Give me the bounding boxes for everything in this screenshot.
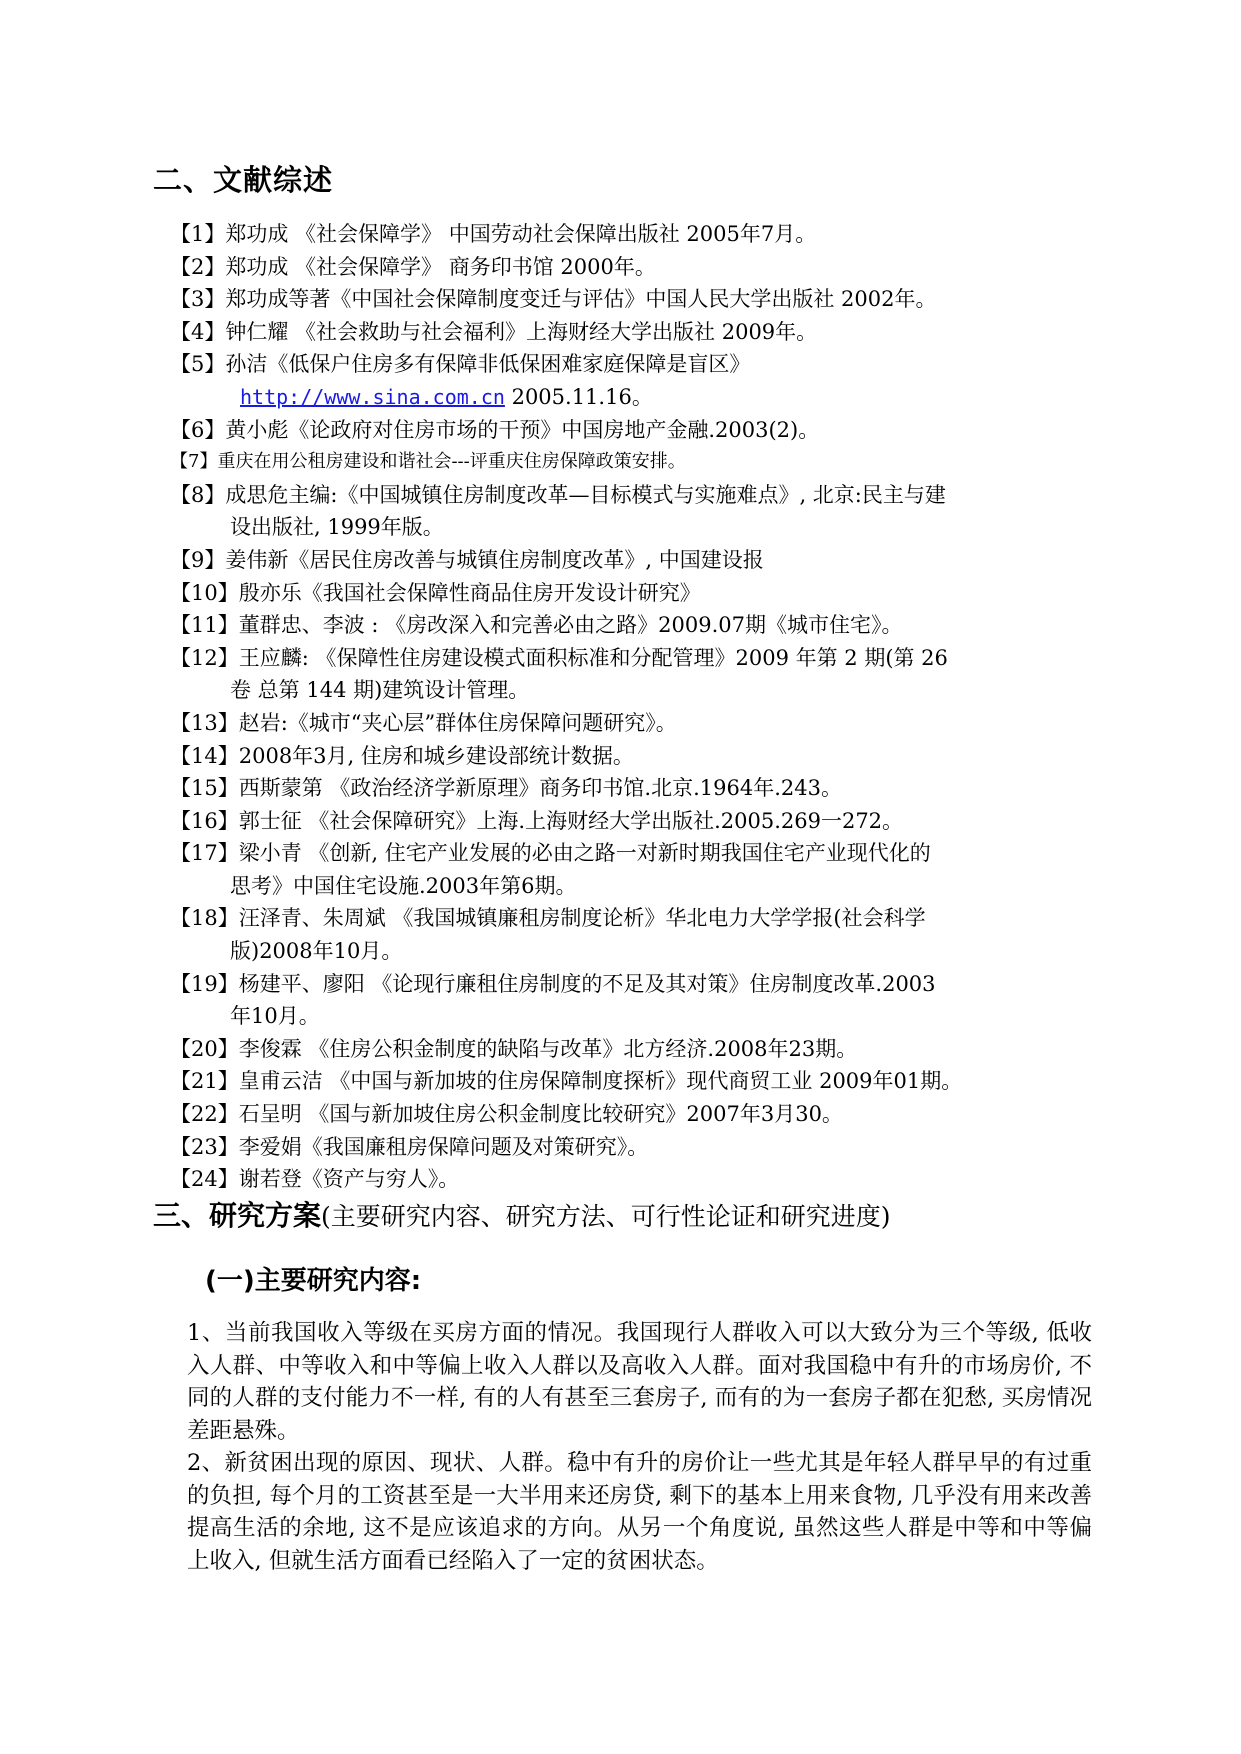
section-heading-note: (主要研究内容、研究方法、可行性论证和研究进度) [321, 1202, 891, 1231]
reference-list [170, 218, 1120, 1196]
reference-item: 【21】皇甫云洁 《中国与新加坡的住房保障制度探析》现代商贸工业 2009年01期。 [170, 1069, 963, 1094]
reference-item: 【11】董群忠、李波 : 《房改深入和完善必由之路》2009.07期《城市住宅》。 [170, 613, 903, 638]
research-content-body [187, 1317, 1092, 1577]
reference-item: 【15】西斯蒙第 《政治经济学新原理》商务印书馆.北京.1964年.243。 [170, 776, 842, 801]
reference-item: 【13】赵岩:《城市“夹心层”群体住房保障问题研究》。 [170, 710, 677, 735]
reference-item: 【3】郑功成等著《中国社会保障制度变迁与评估》中国人民大学出版社 2002年。 [170, 287, 937, 312]
reference-item: 【12】王应麟: 《保障性住房建设模式面积标准和分配管理》2009 年第 2 期(第 26 卷 总第 144 期)建筑设计管理。 [170, 645, 948, 703]
reference-item: 【22】石呈明 《国与新加坡住房公积金制度比较研究》2007年3月30。 [170, 1102, 843, 1127]
subsection-heading-main-content: (一)主要研究内容: [205, 1266, 422, 1296]
reference-item: 【19】杨建平、廖阳 《论现行廉租住房制度的不足及其对策》住房制度改革.2003 年10月。 [170, 971, 936, 1029]
reference-item: 【6】黄小彪《论政府对住房市场的干预》中国房地产金融.2003(2)。 [170, 417, 820, 442]
section-heading-research-plan: 三、研究方案(主要研究内容、研究方法、可行性论证和研究进度) [153, 1199, 891, 1232]
paragraph: 2、新贫困出现的原因、现状、人群。稳中有升的房价让一些尤其是年轻人群早早的有过重的负担, 每个月的工资甚至是一大半用来还房贷, 剩下的基本上用来食物, 几乎没有用来改善提高生活的余地, 这不是应该追求的方向。从另一个角度说, 虽然这些人群是中等和中等偏上收入, 但就生活方面看已经陷入了一定的贫困状态。 [187, 1450, 1092, 1574]
reference-item: 【2】郑功成 《社会保障学》 商务印书馆 2000年。 [170, 254, 656, 279]
reference-item: 【4】钟仁耀 《社会救助与社会福利》上海财经大学出版社 2009年。 [170, 319, 818, 344]
reference-item: 【9】姜伟新《居民住房改善与城镇住房制度改革》, 中国建设报 [170, 547, 764, 572]
reference-item: 【7】重庆在用公租房建设和谐社会---评重庆住房保障政策安排。 [170, 451, 686, 473]
reference-item: 【5】孙洁《低保户住房多有保障非低保困难家庭保障是盲区》 http://www.sina.com.cn 2005.11.16。 [170, 352, 751, 409]
reference-item: 【24】谢若登《资产与穷人》。 [170, 1167, 460, 1192]
reference-item: 【17】梁小青 《创新, 住宅产业发展的必由之路一对新时期我国住宅产业现代化的 思考》中国住宅设施.2003年第6期。 [170, 841, 931, 898]
reference-item: 【18】汪泽青、朱周斌 《我国城镇廉租房制度论析》华北电力大学学报(社会科学 版)2008年10月。 [170, 906, 926, 964]
paragraph: 1、当前我国收入等级在买房方面的情况。我国现行人群收入可以大致分为三个等级, 低收入人群、中等收入和中等偏上收入人群以及高收入人群。面对我国稳中有升的市场房价, 不同的人群的支付能力不一样, 有的人有甚至三套房子, 而有的为一套房子都在犯愁, 买房情况差距悬殊。 [187, 1320, 1092, 1444]
reference-item: 【16】郭士征 《社会保障研究》上海.上海财经大学出版社.2005.269一272。 [170, 808, 904, 833]
reference-item: 【8】成思危主编:《中国城镇住房制度改革—目标模式与实施难点》, 北京:民主与建 设出版社, 1999年版。 [170, 482, 946, 540]
reference-item: 【14】2008年3月, 住房和城乡建设部统计数据。 [170, 743, 634, 768]
reference-item: 【20】李俊霖 《住房公积金制度的缺陷与改革》北方经济.2008年23期。 [170, 1036, 858, 1061]
reference-item: 【10】殷亦乐《我国社会保障性商品住房开发设计研究》 [170, 580, 701, 605]
reference-item: 【1】郑功成 《社会保障学》 中国劳动社会保障出版社 2005年7月。 [170, 222, 817, 246]
section-heading-literature-review: 二、文献综述 [153, 163, 334, 197]
reference-link[interactable]: http://www.sina.com.cn [240, 384, 505, 409]
reference-item: 【23】李爱娟《我国廉租房保障问题及对策研究》。 [170, 1134, 649, 1159]
